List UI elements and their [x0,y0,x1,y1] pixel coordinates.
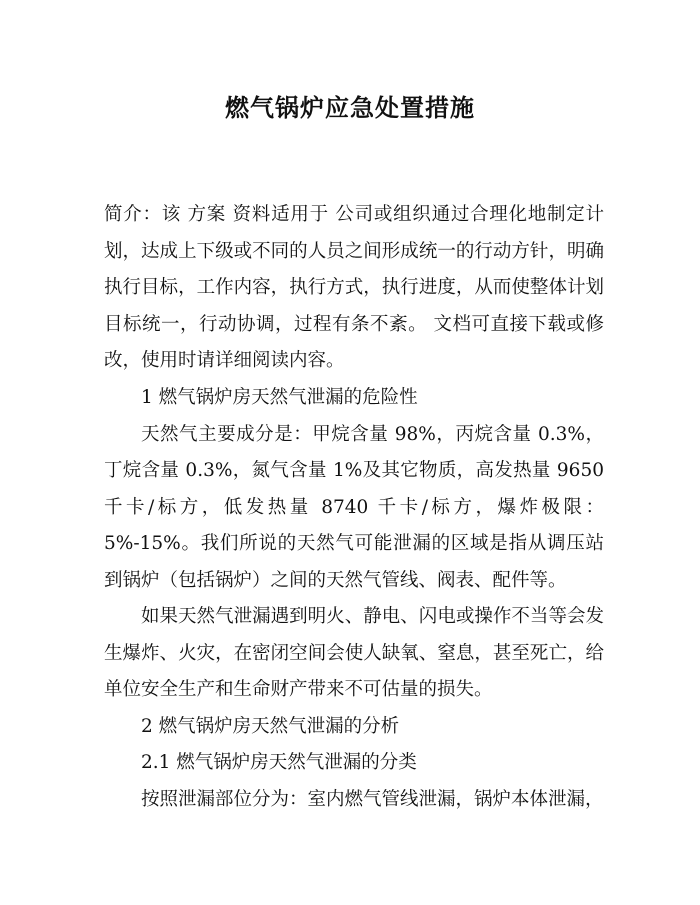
document-body [104,380,604,818]
paragraph-danger: 如果天然气泄漏遇到明火、静电、闪电或操作不当等会发生爆炸、火灾，在密闭空间会使人缺氧、窒息，甚至死亡，给单位安全生产和生命财产带来不可估量的损失。 [104,606,604,700]
document-title: 燃气锅炉应急处置措施 [225,93,475,122]
paragraph-composition: 天然气主要成分是：甲烷含量 98%，丙烷含量 0.3%，丁烷含量 0.3%，氮气含量 1%及其它物质，高发热量 9650 千卡/标方，低发热量 8740 千卡/标方，爆炸极限：5%-15%。我们所说的天然气可能泄漏的区域是指从调压站到锅炉（包括锅炉）之间的天然气管线、阀表、配件等。 [104,423,604,591]
section-heading-2-1: 2.1 燃气锅炉房天然气泄漏的分类 [141,752,417,773]
intro-paragraph: 简介：该 方案 资料适用于 公司或组织通过合理化地制定计划，达成上下级或不同的人员之间形成统一的行动方针，明确执行目标，工作内容，执行方式，执行进度，从而使整体计划目标统一，行动协调，过程有条不紊。 文档可直接下载或修改，使用时请详细阅读内容。 [104,204,604,371]
section-heading-1: 1 燃气锅炉房天然气泄漏的危险性 [141,387,418,408]
paragraph-leak-location: 按照泄漏部位分为：室内燃气管线泄漏，锅炉本体泄漏， [141,788,604,810]
section-heading-2: 2 燃气锅炉房天然气泄漏的分析 [141,715,400,737]
